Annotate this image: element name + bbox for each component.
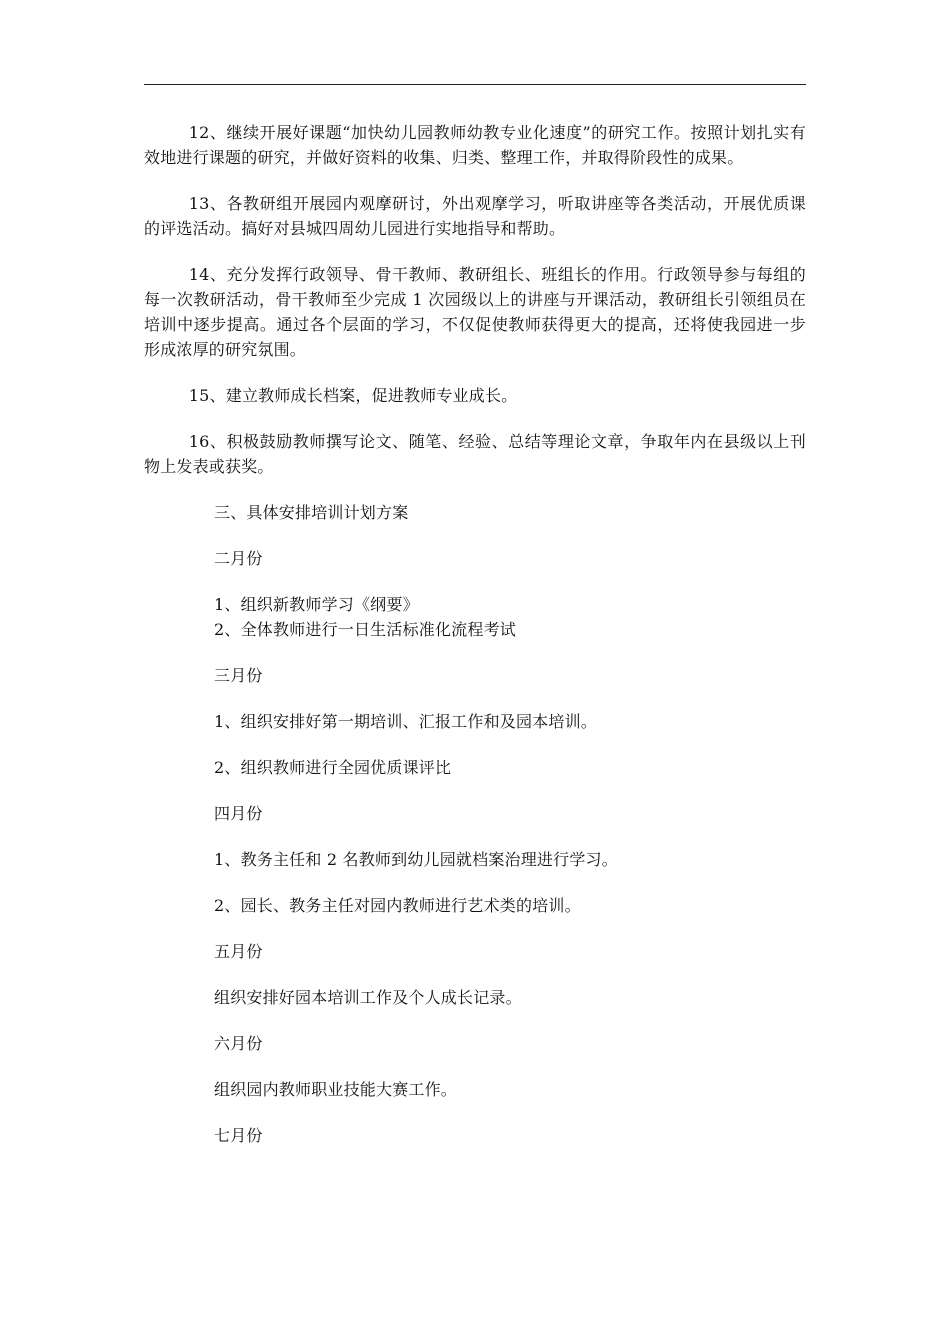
month-heading-june: 六月份 — [214, 1034, 263, 1053]
paragraph-item-16: 16、积极鼓励教师撰写论文、随笔、经验、总结等理论文章，争取年内在县级以上刊物上发表或获奖。 — [144, 432, 806, 476]
paragraph-item-12: 12、继续开展好课题“加快幼儿园教师幼教专业化速度”的研究工作。按照计划扎实有效地进行课题的研究，并做好资料的收集、归类、整理工作，并取得阶段性的成果。 — [144, 123, 806, 167]
header-rule — [144, 84, 806, 85]
section-heading: 三、具体安排培训计划方案 — [214, 503, 409, 522]
paragraph-item-15: 15、建立教师成长档案，促进教师专业成长。 — [188, 386, 518, 405]
month-heading-february: 二月份 — [214, 549, 263, 568]
list-item: 1、组织新教师学习《纲要》 — [214, 595, 419, 614]
list-item: 组织园内教师职业技能大赛工作。 — [214, 1080, 458, 1099]
document-body — [144, 120, 806, 1169]
list-item: 2、园长、教务主任对园内教师进行艺术类的培训。 — [214, 896, 581, 915]
month-heading-july: 七月份 — [214, 1126, 263, 1145]
month-heading-may: 五月份 — [214, 942, 263, 961]
list-item: 1、教务主任和 2 名教师到幼儿园就档案治理进行学习。 — [214, 850, 618, 869]
list-item: 组织安排好园本培训工作及个人成长记录。 — [214, 988, 522, 1007]
month-heading-march: 三月份 — [214, 666, 263, 685]
month-heading-april: 四月份 — [214, 804, 263, 823]
paragraph-item-14: 14、充分发挥行政领导、骨干教师、教研组长、班组长的作用。行政领导参与每组的每一次教研活动，骨干教师至少完成 1 次园级以上的讲座与开课活动，教研组长引领组员在培训中逐步提高。通过各个层面的学习，不仅促使教师获得更大的提高，还将使我园进一步形成浓厚的研究氛围。 — [144, 265, 806, 359]
list-item: 2、全体教师进行一日生活标准化流程考试 — [214, 620, 516, 639]
paragraph-item-13: 13、各教研组开展园内观摩研讨，外出观摩学习，听取讲座等各类活动，开展优质课的评选活动。搞好对县城四周幼儿园进行实地指导和帮助。 — [144, 194, 806, 238]
list-item: 2、组织教师进行全园优质课评比 — [214, 758, 452, 777]
list-item: 1、组织安排好第一期培训、汇报工作和及园本培训。 — [214, 712, 597, 731]
